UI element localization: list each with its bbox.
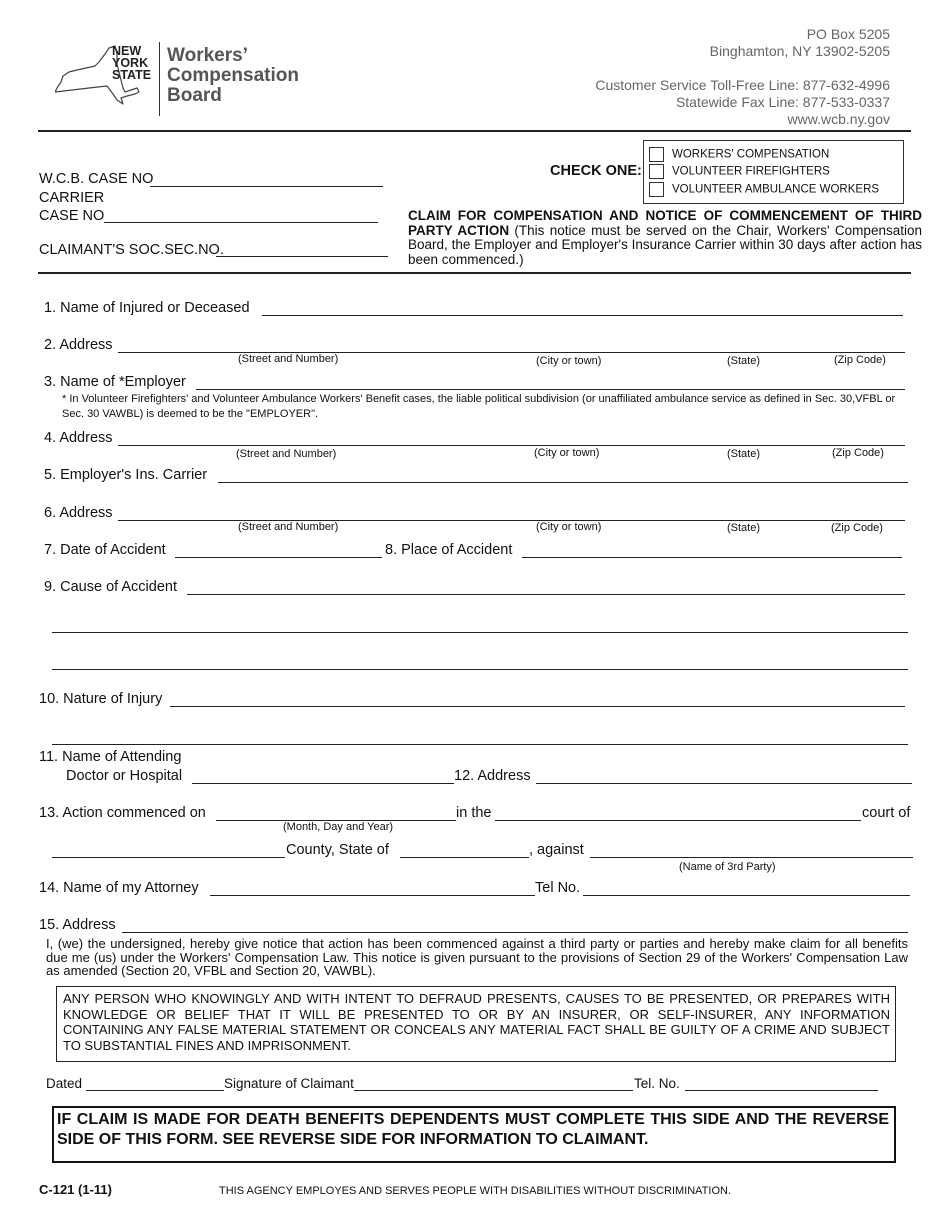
wcb-case-no-label: W.C.B. CASE NO [39,171,154,187]
against-label: , against [529,842,584,858]
section-rule [38,272,911,274]
address-line-2: Binghamton, NY 13902-5205 [709,43,890,59]
fraud-warning-text: ANY PERSON WHO KNOWINGLY AND WITH INTENT TO DEFRAUD PRESENTS, CAUSES TO BE PRESENTED, OR PREPARES WITH KNOWLEDGE OR BELIEF THAT IT WILL BE PRESENTED TO OR BY AN INSURER, OR SELF-INSURER, ANY INFORMATION CONTAINING ANY FALSE MATERIAL STATEMENT OR CONCEALS ANY MATERIAL FACT SHALL BE GUILTY OF A CRIME AND SUBJECT TO SUBSTANTIAL FINES AND IMPRISONMENT. [63,991,890,1053]
county-state-label: County, State of [286,842,389,858]
signature-field[interactable] [354,1090,633,1091]
employer-footnote: * In Volunteer Firefighters' and Volunteer Ambulance Workers' Benefit cases, the liable political subdivision (or unaffiliated ambulance service as defined in Sec. 30,VFBL or Sec. 30 VAWBL) is deemed to be the "EMPLOYER". [62,393,896,420]
third-party-field[interactable] [590,857,913,858]
claimant-ssn-label: CLAIMANT'S SOC.SEC.NO. [39,242,224,258]
field-14-label: 14. Name of my Attorney [39,880,199,896]
option-label: VOLUNTEER AMBULANCE WORKERS [672,183,880,196]
sub-state: (State) [727,448,761,460]
field-1-label: 1. Name of Injured or Deceased [44,300,250,316]
signature-label: Signature of Claimant [224,1076,354,1091]
ins-carrier-field[interactable] [218,482,908,483]
field-6-label: 6. Address [44,505,113,521]
county-field[interactable] [52,857,285,858]
claim-notice: I, (we) the undersigned, hereby give notice that action has been commenced against a third party or parties and hereby make claim for all benefits due me (us) under the Workers' Compensation Law. This notice is given pursuant to the provisions of Section 29 of the Workers' Compensation Law as amended (Section 20, VFBL and Section 20, VAWBL). [46,936,908,978]
death-benefits-text: IF CLAIM IS MADE FOR DEATH BENEFITS DEPENDENTS MUST COMPLETE THIS SIDE AND THE REVERSE SIDE OF THIS FORM. SEE REVERSE SIDE FOR INFORMATION TO CLAIMANT. [57,1111,889,1148]
customer-service-line: Customer Service Toll-Free Line: 877-632-4996 [595,77,890,93]
claimant-ssn-field[interactable] [216,256,388,257]
checkbox-volunteer-ambulance[interactable] [649,182,664,197]
injured-name-field[interactable] [262,315,903,316]
sub-city: (City or town) [534,447,600,459]
field-4-label: 4. Address [44,430,113,446]
sub-street: (Street and Number) [236,448,337,460]
option-volunteer-firefighters[interactable] [649,164,830,179]
option-workers-compensation[interactable] [649,147,829,162]
sub-state: (State) [727,522,761,534]
logo-agency-line-1: Workers’ [167,45,248,66]
option-label: WORKERS' COMPENSATION [672,148,830,161]
field-13-label: 13. Action commenced on [39,805,206,821]
in-the-label: in the [456,805,492,821]
field-5-label: 5. Employer's Ins. Carrier [44,467,208,483]
logo-state-line-1: NEW [112,44,142,58]
accident-cause-field[interactable] [187,594,905,595]
sub-date: (Month, Day and Year) [283,821,394,833]
field-11-label: 11. Name of Attending [39,749,182,765]
court-of-label: court of [862,805,911,821]
accident-cause-line-2[interactable] [52,632,908,633]
injured-address-field[interactable] [118,352,905,353]
form-id: C-121 (1-11) [39,1182,112,1197]
field-9-label: 9. Cause of Accident [44,579,177,595]
disclaimer: THIS AGENCY EMPLOYES AND SERVES PEOPLE WITH DISABILITIES WITHOUT DISCRIMINATION. [219,1185,732,1197]
accident-date-field[interactable] [175,557,382,558]
sub-zip: (Zip Code) [834,354,886,366]
claimant-tel-field[interactable] [685,1090,878,1091]
injury-nature-line-2[interactable] [52,744,908,745]
attorney-address-field[interactable] [122,932,908,933]
sub-state: (State) [727,355,761,367]
logo-divider [159,42,160,116]
attorney-tel-field[interactable] [583,895,910,896]
sub-city: (City or town) [536,355,602,367]
sub-city: (City or town) [536,521,602,533]
claim-title-rest: (This notice must be served on the Chair, Workers' Compensation Board, the Employer and Employer's Insurance Carrier within 30 days after action has been commenced.) [408,222,922,267]
option-label: VOLUNTEER FIREFIGHTERS [672,165,830,178]
accident-place-field[interactable] [522,557,902,558]
field-15-label: 15. Address [39,917,116,933]
sub-street: (Street and Number) [238,353,339,365]
option-volunteer-ambulance[interactable] [649,182,879,197]
employer-name-field[interactable] [196,389,905,390]
nys-wcb-logo [55,40,315,120]
carrier-case-no-field[interactable] [104,222,378,223]
logo-agency-line-3: Board [167,85,222,106]
checkbox-workers-compensation[interactable] [649,147,664,162]
doctor-hospital-field[interactable] [192,783,454,784]
logo-state-line-2: YORK [112,56,149,70]
case-no-label: CASE NO [39,208,105,224]
doctor-address-field[interactable] [536,783,912,784]
sub-zip: (Zip Code) [832,447,884,459]
sub-zip: (Zip Code) [831,522,883,534]
carrier-address-field[interactable] [118,520,905,521]
check-one-label: CHECK ONE: [550,163,642,179]
field-2-label: 2. Address [44,337,113,353]
header-rule [38,130,911,132]
field-10-label: 10. Nature of Injury [39,691,163,707]
state-field[interactable] [400,857,529,858]
field-3-label: 3. Name of *Employer [44,374,186,390]
employer-address-field[interactable] [118,445,905,446]
website-link[interactable]: www.wcb.ny.gov [787,111,890,127]
court-name-field[interactable] [495,820,861,821]
claim-title [408,209,922,267]
sub-street: (Street and Number) [238,521,339,533]
attorney-name-field[interactable] [210,895,535,896]
field-12-label: 12. Address [454,768,531,784]
field-8-label: 8. Place of Accident [385,542,513,558]
field-11-label-line-2: Doctor or Hospital [66,768,183,784]
attorney-tel-label: Tel No. [535,880,581,896]
sub-third-party: (Name of 3rd Party) [679,861,776,873]
carrier-label: CARRIER [39,190,105,206]
wcb-case-no-field[interactable] [150,186,383,187]
address-line-1: PO Box 5205 [806,26,890,42]
logo-agency-line-2: Compensation [167,65,299,86]
accident-cause-line-3[interactable] [52,669,908,670]
claim-title-bold: CLAIM FOR COMPENSATION AND NOTICE OF COMMENCEMENT OF THIRD PARTY ACTION [408,208,922,238]
dated-label: Dated [46,1076,83,1091]
field-7-label: 7. Date of Accident [44,542,166,558]
dated-field[interactable] [86,1090,224,1091]
fax-line: Statewide Fax Line: 877-533-0337 [675,94,890,110]
logo-state-line-3: STATE [112,68,152,82]
injury-nature-field[interactable] [170,706,905,707]
claimant-tel-label: Tel. No. [634,1076,680,1091]
checkbox-volunteer-firefighters[interactable] [649,164,664,179]
